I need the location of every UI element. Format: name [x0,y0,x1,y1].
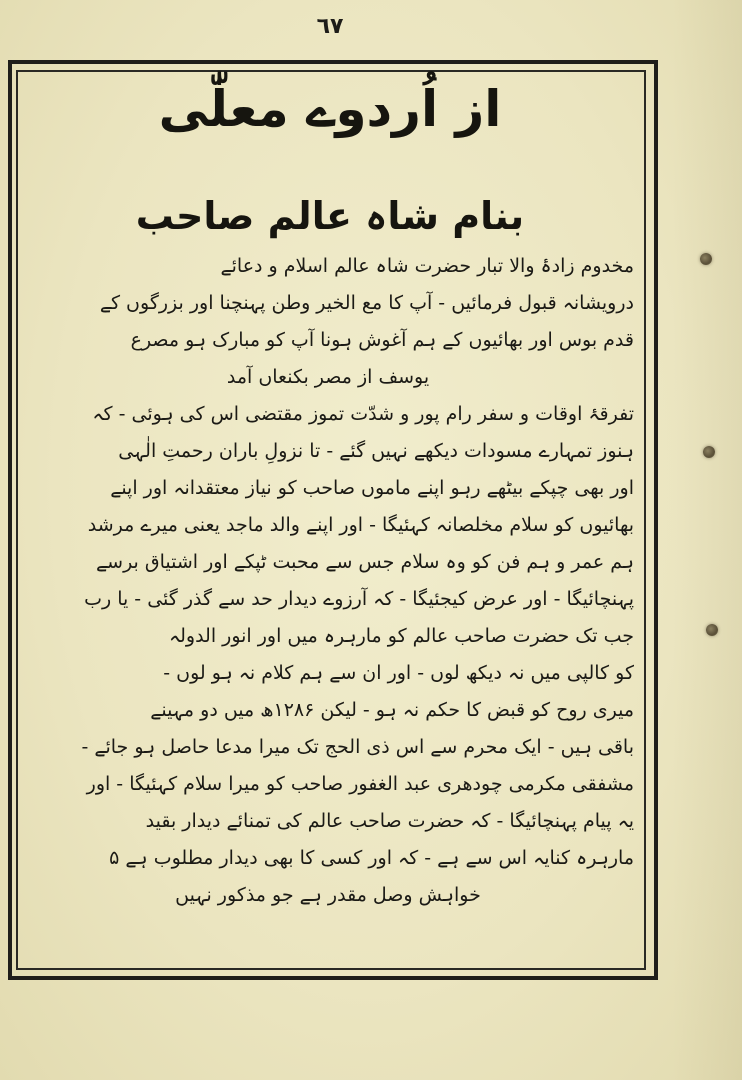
page-number: ٦٧ [316,14,344,39]
verse-line: یوسف از مصر بکنعاں آمد [226,366,430,388]
binding-hole-icon [700,253,712,265]
body-line: مارہرہ کنایہ اس سے ہے - کہ اور کسی کا بھی دیدار مطلوب ہے ۵ [109,847,634,869]
body-line: پہنچائیگا - اور عرض کیجئیگا - کہ آرزوے دیدار حد سے گذر گئی - یا رب [84,588,634,610]
letter-addressee-heading: بنام شاہ عالم صاحب [135,194,525,238]
closing-verse-line: خواہش وصل مقدر ہے جو مذکور نہیں [175,884,481,906]
body-line: درویشانہ قبول فرمائیں - آپ کا مع الخیر وطن پہنچنا اور بزرگوں کے [99,292,634,314]
body-line: جب تک حضرت صاحب عالم کو مارہرہ میں اور انور الدولہ [168,625,634,647]
body-line: میری روح کو قبض کا حکم نہ ہو - لیکن ۱۲۸۶ھ میں دو مہینے [150,699,634,721]
body-line: مخدوم زادۂ والا تبار حضرت شاہ عالم اسلام و دعائے [220,255,634,277]
letter-body [22,248,634,914]
body-line: کو کالپی میں نہ دیکھ لوں - اور ان سے ہم کلام نہ ہو لوں - [163,662,634,684]
body-line: اور بھی چپکے بیٹھے رہو اپنے ماموں صاحب کو نیاز معتقدانہ اور اپنے [110,477,634,499]
page-edge-shading [672,0,742,1080]
binding-hole-icon [706,624,718,636]
body-line: ہنوز تمہارے مسودات دیکھے نہیں گئے - تا نزولِ باران رحمتِ الٰہی [118,440,634,462]
body-line: ہم عمر و ہم فن کو وہ سلام جس سے محبت ٹپکے اور اشتیاق برسے [96,551,634,573]
body-line: باقی ہیں - ایک محرم سے اس ذی الحج تک میرا مدعا حاصل ہو جائے - [81,736,634,758]
binding-hole-icon [703,446,715,458]
body-line: بھائیوں کو سلام مخلصانہ کہئیگا - اور اپنے والد ماجد یعنی میرے مرشد [87,514,634,536]
body-line: مشفقی مکرمی چودھری عبد الغفور صاحب کو میرا سلام کہئیگا - اور [86,773,634,795]
section-heading: از اُردوے معلّٰی [158,80,502,138]
body-line: قدم بوس اور بھائیوں کے ہم آغوش ہونا آپ کو مبارک ہو مصرع [130,329,634,351]
body-line: یہ پیام پہنچائیگا - کہ حضرت صاحب عالم کی تمنائے دیدار بقید [145,810,634,832]
body-line: تفرقۂ اوقات و سفر رام پور و شدّت تموز مقتضی اس کی ہوئی - کہ [92,403,634,425]
